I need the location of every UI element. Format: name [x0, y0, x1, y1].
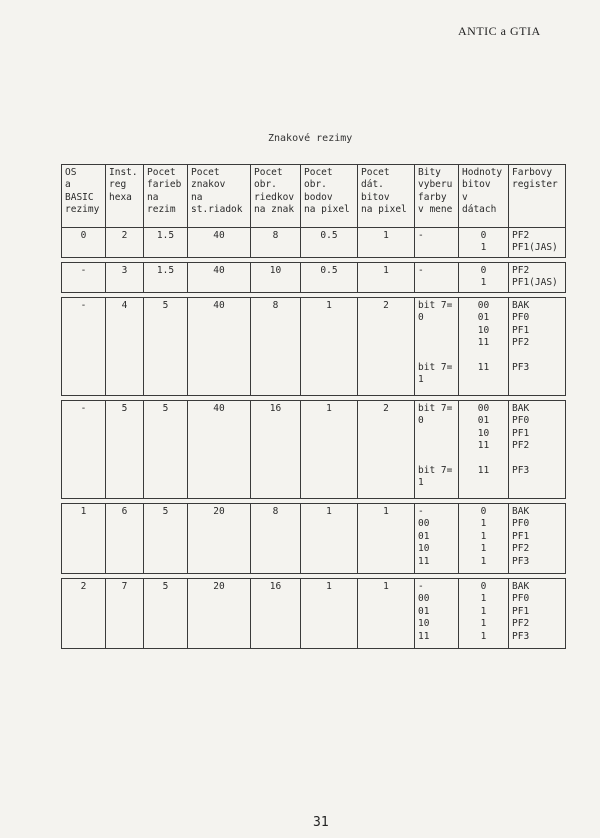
- table-cell: [144, 579, 188, 649]
- table-cell-line: PF1: [512, 427, 530, 439]
- table-cell-line: 1: [326, 403, 332, 414]
- header-cell: [144, 165, 188, 228]
- table-cell-line: PF0: [512, 593, 530, 605]
- table-cell-line: 1: [480, 543, 487, 555]
- table-cell: [459, 401, 509, 499]
- table-cell-line: -: [80, 265, 87, 276]
- table-cell: [358, 504, 415, 574]
- table-cell-line: 16: [269, 581, 282, 592]
- table-cell: [358, 298, 415, 396]
- table-cell: [415, 579, 459, 649]
- table-cell: [459, 579, 509, 649]
- table-cell: [251, 579, 301, 649]
- table-cell: [144, 228, 188, 258]
- table-cell: [188, 298, 251, 396]
- table-cell-line: 1.5: [156, 230, 175, 241]
- table-cell-line: 20: [213, 506, 225, 517]
- table-cell-line: 11: [477, 337, 490, 349]
- table-cell: [459, 263, 509, 293]
- header-cell-line: Hodnoty: [462, 167, 503, 178]
- header-cell-line: st.riadok: [191, 204, 243, 216]
- table-cell: [459, 504, 509, 574]
- table-cell: [509, 263, 566, 293]
- table-cell: [301, 228, 358, 258]
- table-cell: [188, 579, 251, 649]
- table-cell: [358, 579, 415, 649]
- header-cell-line: farieb: [147, 179, 182, 191]
- table-cell-line: PF3: [512, 630, 530, 642]
- table-cell-line: PF2: [512, 230, 530, 241]
- table-cell-line: PF0: [512, 415, 530, 427]
- table-row: [62, 401, 566, 499]
- table-cell-line: 0: [80, 230, 87, 241]
- table-cell-line: [418, 428, 455, 440]
- table-cell-line: [462, 453, 505, 465]
- table-cell-line: 7: [121, 581, 128, 592]
- table-cell-line: BAK: [512, 403, 530, 414]
- table-cell: [251, 504, 301, 574]
- header-cell-line: bitov: [462, 179, 491, 191]
- table-cell-line: 00: [418, 518, 430, 530]
- header-cell: [251, 165, 301, 228]
- table-body: [62, 228, 566, 649]
- table-cell: [144, 298, 188, 396]
- table-cell: [301, 263, 358, 293]
- table-cell-line: 1: [383, 506, 389, 517]
- table-cell-line: -: [418, 506, 424, 517]
- header-cell: [509, 165, 566, 228]
- table-cell: [459, 298, 509, 396]
- table-cell-line: 01: [477, 415, 490, 427]
- header-cell: [415, 165, 459, 228]
- table-title: Znakové rezimy: [268, 133, 353, 144]
- table-cell-line: 16: [269, 403, 282, 414]
- table-cell: [509, 401, 566, 499]
- header-title: ANTIC a GTIA: [458, 24, 541, 38]
- header-cell-line: Pocet: [254, 167, 283, 178]
- header-cell: [106, 165, 144, 228]
- table-cell-line: 10: [477, 324, 490, 336]
- header-cell: [301, 165, 358, 228]
- table-cell: [62, 298, 106, 396]
- table-cell: [301, 401, 358, 499]
- table-cell-line: -: [80, 300, 87, 311]
- table-cell-line: bit 7=: [418, 465, 453, 477]
- table-cell-line: 10: [477, 427, 490, 439]
- table-cell: [415, 228, 459, 258]
- header-cell-line: obr.: [254, 179, 277, 191]
- table-cell-line: 11: [477, 465, 490, 477]
- header-cell-line: register: [512, 179, 558, 191]
- header-cell: [188, 165, 251, 228]
- table-cell-line: 0: [480, 506, 487, 517]
- table-cell-line: 1: [418, 477, 424, 489]
- table-cell-line: 0.5: [320, 230, 338, 241]
- header-cell-line: bitov: [361, 191, 390, 203]
- table-cell: [106, 504, 144, 574]
- table-cell: [188, 263, 251, 293]
- header-cell: [459, 165, 509, 228]
- table-cell-line: bit 7=: [418, 403, 453, 414]
- table-cell-line: 0: [480, 230, 487, 241]
- header-cell-line: na: [191, 191, 203, 203]
- table-cell-line: 40: [213, 403, 225, 414]
- table-cell: [188, 228, 251, 258]
- table-cell: [301, 504, 358, 574]
- table-cell: [415, 298, 459, 396]
- table-cell-line: PF2: [512, 440, 530, 452]
- table-cell: [509, 579, 566, 649]
- table-cell-line: 6: [121, 506, 128, 517]
- table-cell: [62, 401, 106, 499]
- table-cell-line: 01: [418, 530, 430, 542]
- table-cell-line: PF2: [512, 337, 530, 349]
- header-cell-line: Inst.: [109, 167, 138, 178]
- table-cell-line: 10: [418, 543, 430, 555]
- table-cell: [106, 401, 144, 499]
- table-cell-line: 8: [272, 300, 279, 311]
- table-cell-line: 1: [480, 242, 487, 254]
- header-cell-line: rezim: [147, 204, 176, 216]
- header-cell-line: dátach: [462, 204, 497, 216]
- table-row: [62, 504, 566, 574]
- table-cell-line: BAK: [512, 581, 530, 592]
- table-cell-line: PF2: [512, 265, 530, 276]
- table-cell-line: 1: [383, 581, 389, 592]
- header-cell-line: na znak: [254, 204, 295, 216]
- table-cell-line: 01: [418, 605, 430, 617]
- table-cell-line: 1: [326, 300, 332, 311]
- page-number: 31: [313, 815, 329, 830]
- table-cell-line: PF1: [512, 530, 530, 542]
- table-row: [62, 263, 566, 293]
- table-cell-line: 2: [121, 230, 128, 241]
- header-cell-line: a: [65, 179, 71, 191]
- table-cell: [188, 504, 251, 574]
- modes-table: [61, 164, 566, 649]
- header-cell-line: obr.: [304, 179, 327, 191]
- table-cell-line: 40: [213, 265, 225, 276]
- table-cell-line: 4: [121, 300, 128, 311]
- table-cell: [144, 401, 188, 499]
- table-cell-line: 3: [121, 265, 128, 276]
- table-cell: [188, 401, 251, 499]
- table-cell: [251, 263, 301, 293]
- table-cell-line: 1: [480, 555, 487, 567]
- table-cell-line: 5: [162, 300, 169, 311]
- table-cell-line: 40: [213, 300, 225, 311]
- table-cell-line: 00: [477, 300, 490, 311]
- header-cell-line: v mene: [418, 204, 453, 216]
- table-cell-line: 2: [383, 403, 389, 414]
- table-cell-line: PF2: [512, 618, 530, 630]
- table-cell-line: [512, 453, 562, 465]
- table-cell-line: 1.5: [156, 265, 175, 276]
- table-cell-line: [418, 350, 455, 362]
- table-cell-line: 20: [213, 581, 225, 592]
- table-cell-line: 0: [418, 312, 424, 324]
- table-cell-line: PF1(JAS): [512, 242, 558, 254]
- header-cell-line: Pocet: [147, 167, 176, 178]
- table-cell: [459, 228, 509, 258]
- table-cell-line: 5: [162, 581, 169, 592]
- table-cell-line: 1: [383, 230, 389, 241]
- table-cell: [62, 263, 106, 293]
- table-cell-line: 1: [480, 530, 487, 542]
- header-cell-line: Pocet: [361, 167, 390, 178]
- table-cell-line: BAK: [512, 506, 530, 517]
- table-cell-line: 1: [480, 630, 487, 642]
- table-cell-line: 2: [80, 581, 87, 592]
- table-cell-line: 0: [418, 415, 424, 427]
- table-cell: [62, 228, 106, 258]
- table-cell-line: 1: [480, 277, 487, 289]
- table-cell: [106, 228, 144, 258]
- table-cell: [144, 263, 188, 293]
- table-cell: [415, 263, 459, 293]
- table-cell-line: 11: [418, 555, 430, 567]
- table-cell: [251, 228, 301, 258]
- table-cell-line: bit 7=: [418, 362, 453, 374]
- table-cell-line: 8: [272, 506, 279, 517]
- table-cell: [415, 504, 459, 574]
- header-cell-line: Farbovy: [512, 167, 553, 178]
- table-cell-line: PF3: [512, 362, 530, 374]
- table-cell-line: -: [418, 265, 424, 276]
- table-cell-line: 10: [418, 618, 430, 630]
- table-cell: [301, 298, 358, 396]
- table-cell-line: 1: [480, 593, 487, 605]
- table-cell: [358, 228, 415, 258]
- header-cell-line: na pixel: [361, 204, 407, 216]
- table-cell-line: 1: [383, 265, 389, 276]
- table-cell: [62, 504, 106, 574]
- table-cell-line: 1: [480, 518, 487, 530]
- table-cell: [62, 579, 106, 649]
- table-cell-line: 11: [418, 630, 430, 642]
- header-cell-line: farby: [418, 191, 447, 203]
- header-cell-line: Pocet: [304, 167, 333, 178]
- header-cell: [358, 165, 415, 228]
- table-cell-line: PF3: [512, 555, 530, 567]
- table-cell-line: 01: [477, 312, 490, 324]
- table-cell-line: 11: [477, 440, 490, 452]
- table-row: [62, 579, 566, 649]
- table-cell-line: 0: [480, 581, 487, 592]
- table-cell-line: 1: [80, 506, 87, 517]
- table-cell-line: 40: [213, 230, 225, 241]
- table-cell-line: 0.5: [320, 265, 338, 276]
- header-cell: [62, 165, 106, 228]
- table-cell-line: PF1: [512, 605, 530, 617]
- table-cell-line: -: [418, 581, 424, 592]
- header-cell-line: rezimy: [65, 204, 100, 216]
- header-cell-line: vyberu: [418, 179, 453, 191]
- table-cell-line: bit 7=: [418, 300, 453, 311]
- header-cell-line: OS: [65, 167, 77, 178]
- table-cell-line: 5: [162, 403, 169, 414]
- table-cell-line: [418, 440, 455, 452]
- table-cell-line: 00: [418, 593, 430, 605]
- table-cell-line: [462, 350, 505, 362]
- table-cell: [144, 504, 188, 574]
- header-cell-line: na pixel: [304, 204, 350, 216]
- table-cell-line: 0: [480, 265, 487, 276]
- table-cell: [358, 263, 415, 293]
- table-cell-line: 00: [477, 403, 490, 414]
- header-cell-line: hexa: [109, 191, 132, 203]
- table-cell: [106, 298, 144, 396]
- table-cell-line: -: [418, 230, 424, 241]
- table-cell-line: [418, 337, 455, 349]
- table-cell-line: 5: [121, 403, 128, 414]
- table-cell-line: [512, 350, 562, 362]
- table-cell-line: 11: [477, 362, 490, 374]
- table-cell-line: 1: [480, 618, 487, 630]
- table-cell: [251, 401, 301, 499]
- table-cell: [415, 401, 459, 499]
- header-cell-line: Bity: [418, 167, 441, 178]
- header-cell-line: na: [147, 191, 159, 203]
- header-cell-line: bodov: [304, 191, 333, 203]
- table-cell: [509, 504, 566, 574]
- table-cell-line: BAK: [512, 300, 530, 311]
- table-cell: [251, 298, 301, 396]
- table-cell-line: 5: [162, 506, 169, 517]
- table-row: [62, 298, 566, 396]
- table-cell-line: 8: [272, 230, 279, 241]
- header-cell-line: v: [462, 191, 468, 203]
- table-cell: [106, 579, 144, 649]
- table-row: [62, 228, 566, 258]
- table-cell-line: 10: [269, 265, 282, 276]
- table-cell-line: 1: [418, 374, 424, 386]
- table-cell: [509, 298, 566, 396]
- table-cell-line: 1: [480, 605, 487, 617]
- table-cell: [301, 579, 358, 649]
- table-cell-line: 2: [383, 300, 389, 311]
- table-cell: [358, 401, 415, 499]
- table-header-row: [62, 165, 566, 228]
- table-cell-line: 1: [326, 581, 332, 592]
- table-cell-line: [418, 453, 455, 465]
- header-cell-line: dát.: [361, 179, 384, 191]
- table-cell-line: [418, 325, 455, 337]
- table-cell-line: -: [80, 403, 87, 414]
- header-cell-line: BASIC: [65, 191, 94, 203]
- table-cell-line: PF2: [512, 543, 530, 555]
- table-cell: [106, 263, 144, 293]
- header-cell-line: Pocet: [191, 167, 220, 178]
- table-cell-line: PF1(JAS): [512, 277, 558, 289]
- table-cell-line: 1: [326, 506, 332, 517]
- header-cell-line: riedkov: [254, 191, 295, 203]
- table-cell-line: PF3: [512, 465, 530, 477]
- header-cell-line: znakov: [191, 179, 226, 191]
- header-cell-line: reg: [109, 179, 127, 191]
- table-cell: [509, 228, 566, 258]
- table-cell-line: PF0: [512, 312, 530, 324]
- table-cell-line: PF0: [512, 518, 530, 530]
- table-cell-line: PF1: [512, 324, 530, 336]
